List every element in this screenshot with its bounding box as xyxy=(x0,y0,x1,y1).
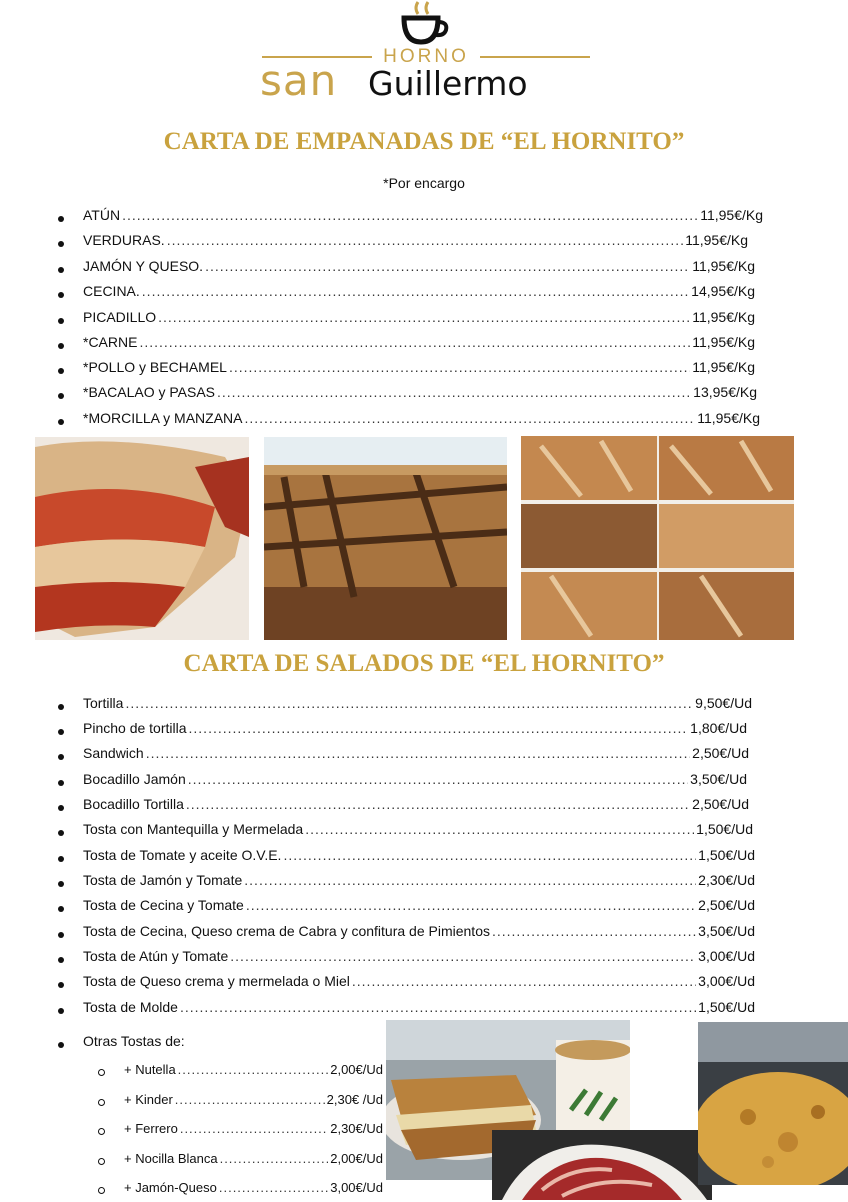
list-bullet xyxy=(58,856,64,862)
jamon-image xyxy=(492,1130,712,1200)
otras-item xyxy=(124,1180,383,1202)
leader-dots xyxy=(180,1121,328,1136)
tortilla-image xyxy=(698,1022,848,1185)
leader-dots xyxy=(180,999,696,1015)
item-price: 1,50€/Ud xyxy=(698,999,755,1015)
item-name: + Nocilla Blanca xyxy=(124,1151,218,1166)
list-bullet xyxy=(58,780,64,786)
item-price: 2,00€/Ud xyxy=(330,1151,383,1166)
list-bullet xyxy=(58,1008,64,1014)
sub-list-bullet xyxy=(98,1128,105,1135)
item-name: + Ferrero xyxy=(124,1121,178,1136)
leader-dots xyxy=(205,258,690,274)
list-bullet xyxy=(58,419,64,425)
empanada-slice-photo xyxy=(35,437,249,640)
leader-dots xyxy=(178,1062,329,1077)
cup-logo-icon xyxy=(398,0,454,48)
leader-dots xyxy=(492,923,696,939)
salado-item xyxy=(83,973,755,995)
item-name: Otras Tostas de: xyxy=(83,1033,185,1049)
empanadas-note: *Por encargo xyxy=(383,175,465,191)
item-price: 3,50€/Ud xyxy=(698,923,755,939)
tortilla-photo xyxy=(698,1022,848,1185)
list-bullet xyxy=(58,343,64,349)
salado-item xyxy=(83,923,755,945)
item-name: Sandwich xyxy=(83,745,144,761)
empanada-item xyxy=(83,359,755,381)
leader-dots xyxy=(186,796,690,812)
jamon-photo xyxy=(492,1130,712,1200)
item-name: + Jamón-Queso xyxy=(124,1180,217,1195)
empanada-lattice-photo xyxy=(264,437,507,640)
item-price: 11,95€/Kg xyxy=(692,359,755,375)
empanada-slice-image xyxy=(35,437,249,640)
item-name: Tosta de Atún y Tomate xyxy=(83,948,229,964)
item-name: *BACALAO y PASAS xyxy=(83,384,216,400)
list-bullet xyxy=(58,881,64,887)
item-name: Bocadillo Tortilla xyxy=(83,796,184,812)
list-bullet xyxy=(58,906,64,912)
leader-dots xyxy=(189,720,689,736)
item-name: PICADILLO xyxy=(83,309,157,325)
empanada-item xyxy=(83,283,755,305)
item-price: 3,50€/Ud xyxy=(690,771,747,787)
item-name: ATÚN xyxy=(83,207,121,223)
leader-dots xyxy=(217,384,691,400)
item-price: 11,95€/Kg xyxy=(692,309,755,325)
list-bullet xyxy=(58,754,64,760)
item-price: 11,95€/Kg xyxy=(685,232,748,248)
logo-san-text: san xyxy=(260,56,338,105)
item-name: VERDURAS. xyxy=(83,232,165,248)
item-price: 2,00€/Ud xyxy=(330,1062,383,1077)
item-name: Tosta de Cecina, Queso crema de Cabra y confitura de Pimientos xyxy=(83,923,490,939)
leader-dots xyxy=(244,410,695,426)
item-name: *MORCILLA y MANZANA xyxy=(83,410,243,426)
list-bullet xyxy=(58,957,64,963)
logo-horno-text: HORNO xyxy=(383,46,469,67)
leader-dots xyxy=(230,948,696,964)
list-bullet xyxy=(58,982,64,988)
list-bullet xyxy=(58,729,64,735)
leader-dots xyxy=(158,309,690,325)
item-name: Bocadillo Jamón xyxy=(83,771,186,787)
sub-list-bullet xyxy=(98,1187,105,1194)
otras-item xyxy=(124,1062,383,1084)
salado-item xyxy=(83,771,747,793)
item-price: 1,50€/Ud xyxy=(696,821,753,837)
salado-item xyxy=(83,999,755,1021)
item-price: 1,80€/Ud xyxy=(690,720,747,736)
item-price: 9,50€/Ud xyxy=(695,695,752,711)
empanada-item xyxy=(83,309,755,331)
item-price: 1,50€/Ud xyxy=(698,847,755,863)
empanada-collage-photo xyxy=(521,436,794,640)
item-price: 11,95€/Kg xyxy=(692,258,755,274)
item-price: 2,50€/Ud xyxy=(692,796,749,812)
empanadas-title: CARTA DE EMPANADAS DE “EL HORNITO” xyxy=(163,128,685,155)
empanada-collage-image xyxy=(521,436,794,640)
salado-item xyxy=(83,821,753,843)
item-price: 3,00€/Ud xyxy=(698,973,755,989)
salado-item xyxy=(83,745,749,767)
item-name: *POLLO y BECHAMEL xyxy=(83,359,227,375)
leader-dots xyxy=(125,695,693,711)
item-name: Tosta de Queso crema y mermelada o Miel xyxy=(83,973,350,989)
empanada-item xyxy=(83,334,755,356)
leader-dots xyxy=(167,232,684,248)
item-name: + Nutella xyxy=(124,1062,176,1077)
item-price: 11,95€/Kg xyxy=(692,334,755,350)
salado-item xyxy=(83,847,755,869)
item-price: 13,95€/Kg xyxy=(693,384,757,400)
salado-item xyxy=(83,720,747,742)
empanada-item xyxy=(83,207,763,229)
salado-item xyxy=(83,695,752,717)
item-name: CECINA. xyxy=(83,283,140,299)
empanada-item xyxy=(83,410,760,432)
salado-item xyxy=(83,948,755,970)
leader-dots xyxy=(305,821,694,837)
leader-dots xyxy=(229,359,690,375)
leader-dots xyxy=(352,973,696,989)
item-name: *CARNE xyxy=(83,334,138,350)
item-name: Tortilla xyxy=(83,695,124,711)
list-bullet xyxy=(58,932,64,938)
leader-dots xyxy=(175,1092,325,1107)
item-name: Pincho de tortilla xyxy=(83,720,187,736)
otras-item xyxy=(124,1092,383,1114)
sub-list-bullet xyxy=(98,1158,105,1165)
list-bullet xyxy=(58,267,64,273)
list-bullet xyxy=(58,216,64,222)
list-bullet xyxy=(58,241,64,247)
item-name: Tosta con Mantequilla y Mermelada xyxy=(83,821,304,837)
item-name: + Kinder xyxy=(124,1092,173,1107)
logo-guillermo-text: Guillermo xyxy=(368,64,528,103)
leader-dots xyxy=(139,334,690,350)
leader-dots xyxy=(220,1151,329,1166)
item-price: 2,30€/Ud xyxy=(330,1121,383,1136)
item-price: 2,50€/Ud xyxy=(692,745,749,761)
otras-item xyxy=(124,1151,383,1173)
item-name: JAMÓN Y QUESO. xyxy=(83,258,204,274)
empanada-item xyxy=(83,258,755,280)
leader-dots xyxy=(244,872,696,888)
item-price: 11,95€/Kg xyxy=(697,410,760,426)
otras-tostas-label xyxy=(83,1033,185,1055)
list-bullet xyxy=(58,805,64,811)
salado-item xyxy=(83,872,755,894)
list-bullet xyxy=(58,292,64,298)
leader-dots xyxy=(188,771,688,787)
leader-dots xyxy=(142,283,689,299)
list-bullet xyxy=(58,393,64,399)
item-price: 14,95€/Kg xyxy=(691,283,755,299)
leader-dots xyxy=(122,207,698,223)
otras-item xyxy=(124,1121,383,1143)
item-price: 11,95€/Kg xyxy=(700,207,763,223)
list-bullet xyxy=(58,318,64,324)
item-price: 3,00€/Ud xyxy=(330,1180,383,1195)
leader-dots xyxy=(283,847,696,863)
leader-dots xyxy=(146,745,690,761)
item-name: Tosta de Jamón y Tomate xyxy=(83,872,243,888)
salados-title: CARTA DE SALADOS DE “EL HORNITO” xyxy=(183,650,665,677)
item-price: 2,50€/Ud xyxy=(698,897,755,913)
item-name: Tosta de Tomate y aceite O.V.E. xyxy=(83,847,282,863)
item-price: 3,00€/Ud xyxy=(698,948,755,964)
sub-list-bullet xyxy=(98,1069,105,1076)
list-bullet xyxy=(58,830,64,836)
list-bullet xyxy=(58,704,64,710)
salado-item xyxy=(83,796,749,818)
empanada-lattice-image xyxy=(264,437,507,640)
item-name: Tosta de Molde xyxy=(83,999,178,1015)
sub-list-bullet xyxy=(98,1099,105,1106)
item-name: Tosta de Cecina y Tomate xyxy=(83,897,244,913)
list-bullet xyxy=(58,1042,64,1048)
item-price: 2,30€/Ud xyxy=(698,872,755,888)
item-price: 2,30€ /Ud xyxy=(326,1092,383,1107)
leader-dots xyxy=(246,897,696,913)
salado-item xyxy=(83,897,755,919)
list-bullet xyxy=(58,368,64,374)
leader-dots xyxy=(219,1180,328,1195)
bakery-logo xyxy=(258,0,594,110)
empanada-item xyxy=(83,232,748,254)
empanada-item xyxy=(83,384,757,406)
